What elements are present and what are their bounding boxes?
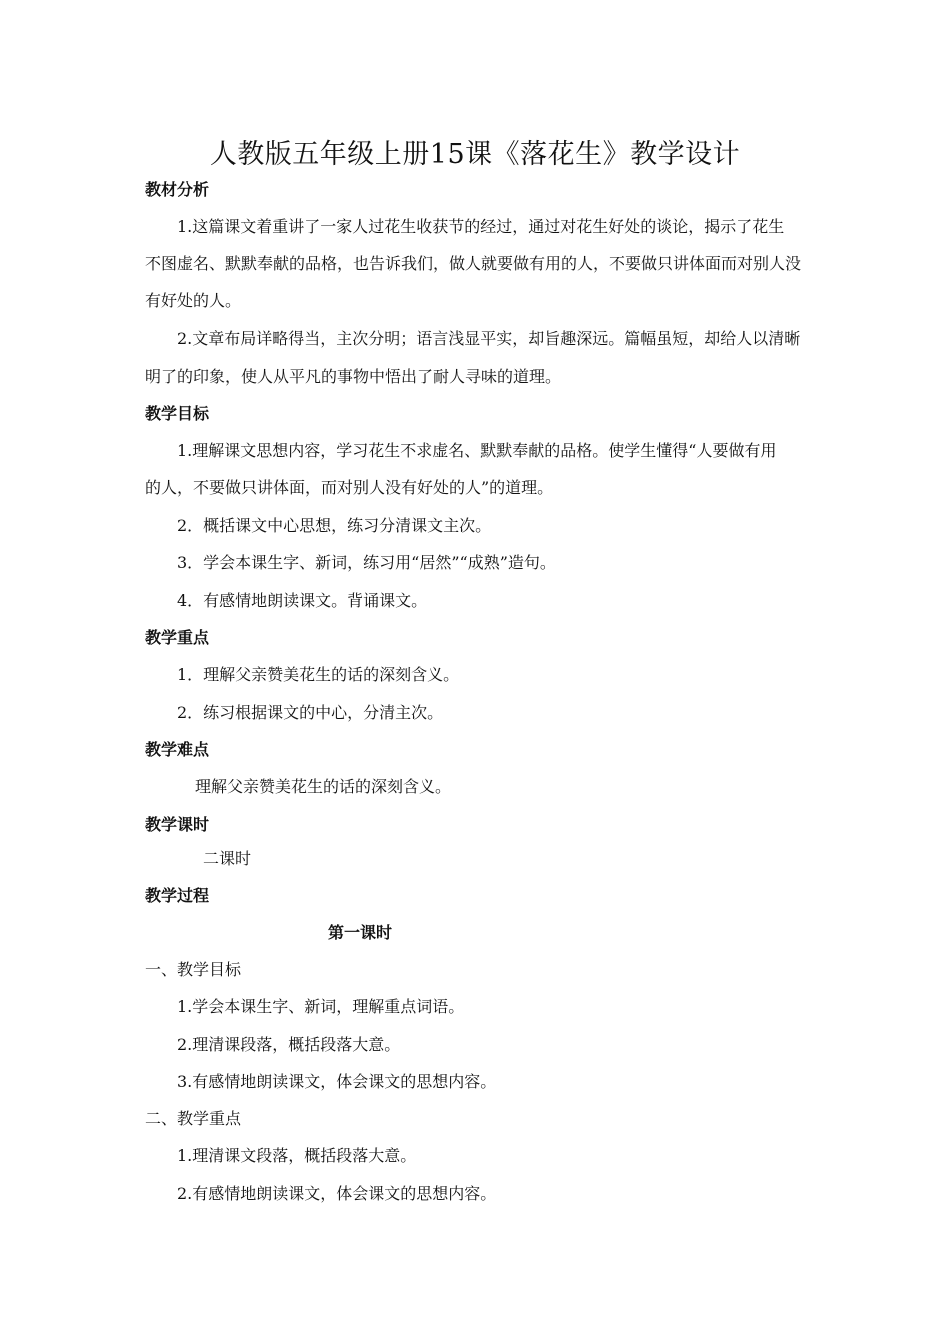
heading-difficulty: 教学难点 bbox=[145, 740, 210, 759]
goal-4: 4．有感情地朗读课文。背诵课文。 bbox=[177, 591, 428, 610]
lesson-1-goal-1: 1.学会本课生字、新词，理解重点词语。 bbox=[177, 997, 465, 1016]
analysis-2-line-2: 明了的印象，使人从平凡的事物中悟出了耐人寻味的道理。 bbox=[145, 367, 562, 386]
document-title: 人教版五年级上册15课《落花生》教学设计 bbox=[209, 139, 741, 170]
analysis-1-line-2: 不图虚名、默默奉献的品格，也告诉我们，做人就要做有用的人，不要做只讲体面而对别人没 bbox=[145, 254, 802, 273]
goal-2: 2．概括课文中心思想，练习分清课文主次。 bbox=[177, 516, 492, 535]
goal-1-line-2: 的人，不要做只讲体面，而对别人没有好处的人”的道理。 bbox=[145, 478, 554, 497]
analysis-1-line-3: 有好处的人。 bbox=[145, 291, 242, 310]
heading-analysis: 教材分析 bbox=[145, 180, 210, 199]
key-point-2: 2．练习根据课文的中心，分清主次。 bbox=[177, 703, 444, 722]
goal-1-line-1: 1.理解课文思想内容，学习花生不求虚名、默默奉献的品格。使学生懂得“人要做有用 bbox=[177, 441, 777, 460]
lesson-1-goal-3: 3.有感情地朗读课文，体会课文的思想内容。 bbox=[177, 1072, 497, 1091]
lesson-1-heading: 第一课时 bbox=[327, 923, 392, 942]
heading-process: 教学过程 bbox=[145, 886, 210, 905]
lesson-1-goals-heading: 一、教学目标 bbox=[145, 960, 242, 979]
lesson-1-key-heading: 二、教学重点 bbox=[145, 1109, 242, 1128]
lesson-1-goal-2: 2.理清课段落，概括段落大意。 bbox=[177, 1035, 401, 1054]
analysis-2-line-1: 2.文章布局详略得当，主次分明；语言浅显平实，却旨趣深远。篇幅虽短，却给人以清晰 bbox=[177, 329, 801, 348]
key-point-1: 1．理解父亲赞美花生的话的深刻含义。 bbox=[177, 665, 460, 684]
difficulty-1: 理解父亲赞美花生的话的深刻含义。 bbox=[195, 777, 452, 796]
heading-class-hours: 教学课时 bbox=[145, 815, 210, 834]
heading-key-points: 教学重点 bbox=[145, 628, 210, 647]
goal-3: 3．学会本课生字、新词，练习用“居然”“成熟”造句。 bbox=[177, 553, 556, 572]
analysis-1-line-1: 1.这篇课文着重讲了一家人过花生收获节的经过，通过对花生好处的谈论，揭示了花生 bbox=[177, 217, 785, 236]
heading-goals: 教学目标 bbox=[145, 404, 210, 423]
lesson-1-key-2: 2.有感情地朗读课文，体会课文的思想内容。 bbox=[177, 1184, 497, 1203]
lesson-1-key-1: 1.理清课文段落，概括段落大意。 bbox=[177, 1146, 417, 1165]
class-hours-value: 二课时 bbox=[203, 849, 252, 868]
